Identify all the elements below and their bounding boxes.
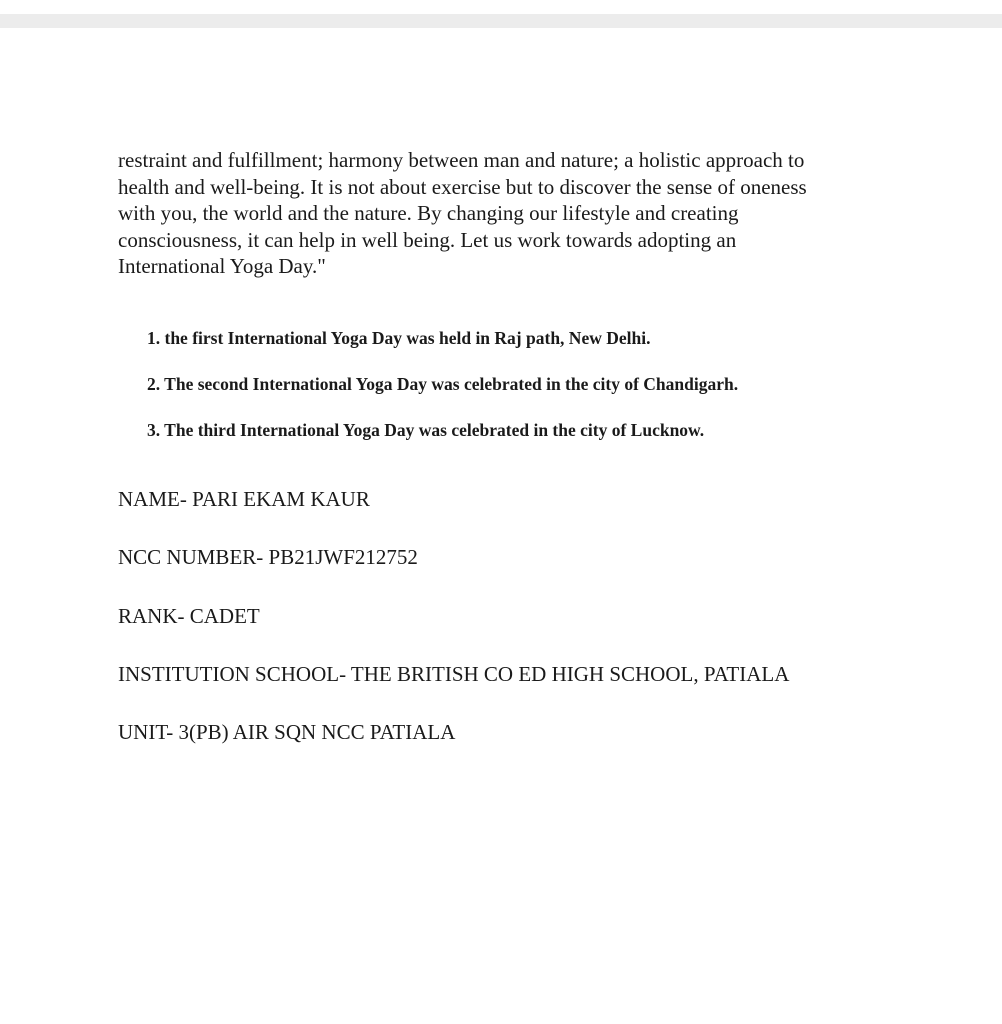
fact-item: 1. the first International Yoga Day was held in Raj path, New Delhi. (147, 328, 651, 348)
fact-item: 3. The third International Yoga Day was celebrated in the city of Lucknow. (147, 420, 705, 440)
intro-line: with you, the world and the nature. By changing our lifestyle and creating (118, 201, 739, 226)
viewer-top-band (0, 14, 1002, 28)
cadet-unit: UNIT- 3(PB) AIR SQN NCC PATIALA (118, 720, 456, 745)
cadet-name: NAME- PARI EKAM KAUR (118, 487, 370, 511)
intro-line: health and well-being. It is not about exercise but to discover the sense of oneness (118, 174, 807, 199)
intro-line: restraint and fulfillment; harmony between man and nature; a holistic approach to (118, 148, 805, 172)
document-page[interactable] (0, 28, 1002, 1024)
cadet-rank: RANK- CADET (118, 603, 260, 628)
cadet-institution: INSTITUTION SCHOOL- THE BRITISH CO ED HIGH SCHOOL, PATIALA (118, 661, 790, 686)
intro-line: consciousness, it can help in well being. Let us work towards adopting an (118, 227, 737, 252)
intro-paragraph (118, 147, 918, 280)
yoga-day-facts-list (147, 326, 967, 464)
intro-line: International Yoga Day." (118, 254, 326, 279)
cadet-ncc-number: NCC NUMBER- PB21JWF212752 (118, 545, 418, 570)
cadet-details (118, 486, 978, 777)
fact-item: 2. The second International Yoga Day was celebrated in the city of Chandigarh. (147, 374, 739, 394)
